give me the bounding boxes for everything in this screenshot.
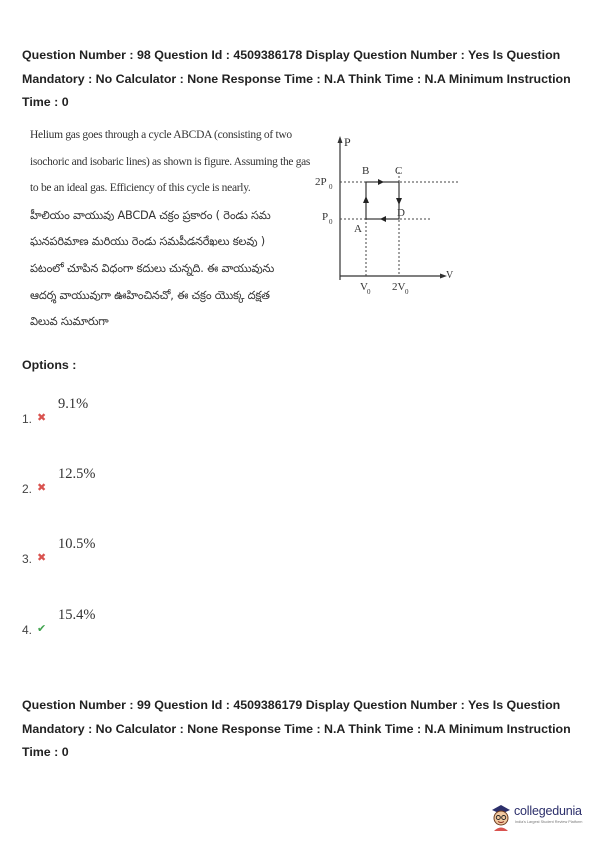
question-telugu-line: విలువ సుమారుగా	[30, 314, 109, 329]
wrong-cross-icon: ✖	[37, 411, 47, 424]
point-d-label: D	[397, 207, 405, 219]
option-number: 1.	[22, 412, 33, 426]
2v0-label: 2V	[392, 281, 406, 293]
v-axis-label: V	[446, 270, 454, 281]
option-3[interactable]	[22, 536, 222, 582]
p0-subscript: 0	[329, 218, 333, 226]
option-1[interactable]	[22, 396, 222, 442]
point-b-label: B	[362, 165, 370, 177]
mascot-icon	[490, 802, 512, 832]
option-number: 3.	[22, 552, 33, 566]
question-telugu-line: ఆదర్శ వాయువుగా ఊహించినచో, ఈ చక్రం యొక్క దక్షత	[30, 287, 270, 302]
p0-label: P	[322, 211, 329, 223]
arrow-cd-icon	[396, 198, 402, 205]
options-label: Options :	[22, 358, 77, 372]
wrong-cross-icon: ✖	[37, 551, 47, 564]
p-axis-arrow-icon	[338, 136, 343, 143]
question-english-line: isochoric and isobaric lines) as shown is figure. Assuming the gas	[30, 154, 311, 168]
option-value: 9.1%	[58, 396, 89, 412]
logo-tagline: India's Largest Student Review Platform	[515, 820, 583, 824]
wrong-cross-icon: ✖	[37, 481, 47, 494]
question-99-header	[22, 694, 578, 765]
point-c-label: C	[395, 165, 403, 177]
question-98-header-line3: Time : 0	[22, 95, 69, 109]
pv-cycle-diagram	[310, 132, 460, 302]
p-axis-label: P	[344, 135, 351, 149]
correct-check-icon: ✔	[37, 622, 47, 635]
collegedunia-logo	[490, 802, 590, 834]
2p0-label: 2P	[315, 176, 327, 188]
question-99-header-line2: Mandatory : No Calculator : None Response Time : N.A Think Time : N.A Minimum Instruction	[22, 721, 571, 736]
option-value: 12.5%	[58, 466, 96, 482]
2v0-subscript: 0	[405, 288, 409, 296]
cycle-abcd	[366, 182, 399, 219]
question-telugu-line: హీలియం వాయువు ABCDA చక్రం ప్రకారం ( రెండు సమ	[30, 207, 271, 222]
option-number: 4.	[22, 623, 33, 637]
question-98-text	[30, 122, 312, 335]
option-value: 15.4%	[58, 607, 96, 623]
question-telugu-line: పటంలో చూపిన విధంగా కదులు చున్నది. ఈ వాయువును	[30, 260, 275, 275]
question-english-line: to be an ideal gas. Efficiency of this cycle is nearly.	[30, 181, 251, 195]
arrow-da-icon	[380, 216, 386, 222]
arrow-ab-icon	[363, 196, 369, 203]
question-english-line: Helium gas goes through a cycle ABCDA (consisting of two	[30, 128, 292, 141]
arrow-bc-icon	[378, 179, 384, 185]
logo-brand-text: collegedunia	[514, 804, 582, 818]
2p0-subscript: 0	[329, 183, 333, 191]
question-98-header-line1: Question Number : 98 Question Id : 4509386178 Display Question Number : Yes Is Question	[22, 48, 561, 62]
option-4[interactable]	[22, 607, 222, 653]
v0-subscript: 0	[367, 288, 371, 296]
question-telugu-line: ఘనపరిమాణ మరియు రెండు సమపీడనరేఖలు కలవు )	[30, 234, 265, 249]
question-98-header	[22, 44, 578, 115]
question-99-header-line1: Question Number : 99 Question Id : 4509386179 Display Question Number : Yes Is Question	[22, 698, 561, 712]
option-value: 10.5%	[58, 536, 96, 552]
v0-label: V	[360, 281, 368, 293]
question-99-header-line3: Time : 0	[22, 745, 69, 759]
option-2[interactable]	[22, 466, 222, 512]
question-98-header-line2: Mandatory : No Calculator : None Response Time : N.A Think Time : N.A Minimum Instruction	[22, 71, 571, 86]
option-number: 2.	[22, 482, 33, 496]
point-a-label: A	[354, 223, 362, 235]
